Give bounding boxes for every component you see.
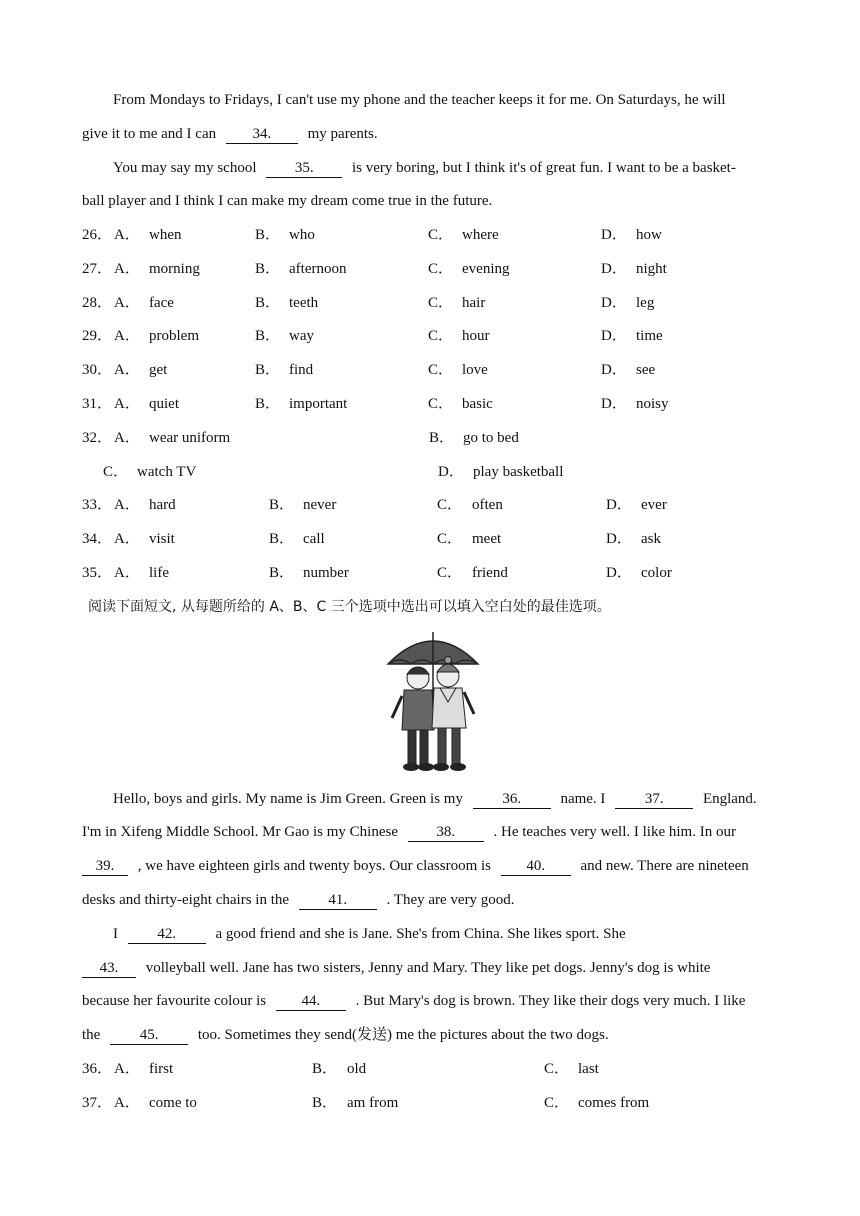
option-label: A． bbox=[114, 260, 140, 277]
option-label: B． bbox=[312, 1094, 338, 1111]
option-label: B． bbox=[269, 564, 295, 581]
passage-text: a good friend and she is Jane. She's from China. She likes sport. She bbox=[215, 926, 626, 942]
option-text: number bbox=[303, 564, 349, 581]
passage-line: From Mondays to Fridays, I can't use my phone and the teacher keeps it for me. On Saturdays, he will bbox=[113, 92, 726, 108]
option-label: A． bbox=[114, 227, 140, 243]
option-label: B． bbox=[255, 260, 281, 277]
option-text: love bbox=[462, 362, 488, 379]
passage-line bbox=[82, 1025, 609, 1045]
option-text: watch TV bbox=[137, 464, 197, 480]
option-text: evening bbox=[462, 260, 510, 277]
blank-35: 35. bbox=[266, 160, 342, 178]
option-text: call bbox=[303, 530, 325, 547]
option-text: wear uniform bbox=[149, 430, 231, 446]
option-text: time bbox=[636, 328, 663, 345]
blank-42: 42. bbox=[128, 926, 206, 944]
option-label: A． bbox=[114, 497, 140, 513]
option-label: D． bbox=[606, 564, 632, 581]
question-number: 32． bbox=[82, 430, 113, 446]
option-label: C． bbox=[103, 464, 129, 480]
option-text: first bbox=[149, 1061, 174, 1077]
option-text: meet bbox=[472, 530, 502, 547]
option-label: A． bbox=[114, 362, 140, 379]
option-label: D． bbox=[601, 362, 627, 379]
option-text: color bbox=[641, 564, 672, 581]
option-label: D． bbox=[606, 530, 632, 547]
option-label: A． bbox=[114, 294, 140, 311]
question-number: 27． bbox=[82, 260, 113, 277]
passage-line: ball player and I think I can make my dream come true in the future. bbox=[82, 193, 493, 209]
option-text: teeth bbox=[289, 294, 319, 311]
option-label: D． bbox=[601, 294, 627, 311]
option-text: see bbox=[636, 362, 656, 379]
blank-40: 40. bbox=[501, 858, 571, 876]
option-label: B． bbox=[269, 497, 295, 513]
option-text: afternoon bbox=[289, 260, 347, 277]
question-number: 29． bbox=[82, 328, 113, 345]
option-text: visit bbox=[149, 530, 175, 547]
option-label: A． bbox=[114, 530, 140, 547]
option-text: get bbox=[149, 362, 168, 379]
option-label: D． bbox=[606, 497, 632, 513]
option-label: A． bbox=[114, 1094, 140, 1111]
option-label: B． bbox=[255, 396, 281, 412]
passage-line bbox=[82, 991, 745, 1011]
passage-text: . But Mary's dog is brown. They like their dogs very much. I like bbox=[355, 993, 746, 1009]
passage-text: give it to me and I can bbox=[82, 126, 217, 142]
option-label: C． bbox=[428, 396, 454, 412]
option-text: comes from bbox=[578, 1094, 650, 1111]
option-label: C． bbox=[428, 362, 454, 379]
blank-34: 34. bbox=[226, 126, 298, 144]
blank-45: 45. bbox=[110, 1027, 188, 1045]
option-text: go to bed bbox=[463, 430, 519, 446]
passage-line bbox=[82, 124, 378, 144]
question-number: 34． bbox=[82, 530, 113, 547]
option-label: C． bbox=[428, 328, 454, 345]
two-kids-umbrella-illustration bbox=[378, 626, 488, 776]
blank-39: 39. bbox=[82, 858, 128, 876]
option-label: D． bbox=[601, 227, 627, 243]
option-label: C． bbox=[437, 530, 463, 547]
option-text: where bbox=[462, 227, 499, 243]
option-text: night bbox=[636, 260, 667, 277]
blank-43: 43. bbox=[82, 960, 136, 978]
option-text: leg bbox=[636, 294, 655, 311]
option-label: C． bbox=[437, 564, 463, 581]
passage-text: too. Sometimes they send(发送) me the pictures about the two dogs. bbox=[197, 1027, 609, 1043]
option-text: old bbox=[347, 1061, 367, 1077]
blank-36: 36. bbox=[473, 791, 551, 809]
passage-line bbox=[113, 158, 736, 178]
passage-text: is very boring, but I think it's of great fun. I want to be a basket- bbox=[351, 160, 736, 176]
option-label: B． bbox=[312, 1061, 338, 1077]
section-instruction: 阅读下面短文, 从每题所给的 A、B、C 三个选项中选出可以填入空白处的最佳选项。 bbox=[88, 599, 611, 615]
option-text: quiet bbox=[149, 396, 179, 412]
question-number: 26． bbox=[82, 227, 113, 243]
passage-text: desks and thirty-eight chairs in the bbox=[82, 892, 290, 908]
option-text: basic bbox=[462, 396, 493, 412]
passage-line bbox=[113, 789, 757, 809]
option-text: important bbox=[289, 396, 348, 412]
passage-text: volleyball well. Jane has two sisters, Jenny and Mary. They like pet dogs. Jenny's dog is white bbox=[145, 960, 711, 976]
option-text: ask bbox=[641, 530, 661, 547]
option-text: way bbox=[289, 328, 314, 345]
passage-line bbox=[82, 958, 710, 978]
option-label: D． bbox=[601, 260, 627, 277]
option-text: how bbox=[636, 227, 662, 243]
option-text: when bbox=[149, 227, 182, 243]
option-label: B． bbox=[429, 430, 455, 446]
option-label: A． bbox=[114, 1061, 140, 1077]
passage-text: England. bbox=[702, 791, 757, 807]
option-text: ever bbox=[641, 497, 667, 513]
option-text: who bbox=[289, 227, 315, 243]
option-text: never bbox=[303, 497, 337, 513]
blank-41: 41. bbox=[299, 892, 377, 910]
blank-37: 37. bbox=[615, 791, 693, 809]
question-number: 33． bbox=[82, 497, 113, 513]
option-text: hard bbox=[149, 497, 176, 513]
passage-text: and new. There are nineteen bbox=[580, 858, 749, 874]
option-label: B． bbox=[269, 530, 295, 547]
option-label: B． bbox=[255, 362, 281, 379]
option-text: last bbox=[578, 1061, 599, 1077]
question-number: 36． bbox=[82, 1061, 113, 1077]
passage-text: . They are very good. bbox=[386, 892, 515, 908]
option-label: C． bbox=[437, 497, 463, 513]
passage-line bbox=[82, 822, 736, 842]
option-text: often bbox=[472, 497, 503, 513]
option-text: problem bbox=[149, 328, 199, 345]
option-text: find bbox=[289, 362, 314, 379]
passage-text: . He teaches very well. I like him. In our bbox=[493, 824, 736, 840]
passage-text: , we have eighteen girls and twenty boys. Our classroom is bbox=[137, 858, 492, 874]
question-number: 28． bbox=[82, 294, 113, 311]
question-number: 35． bbox=[82, 564, 113, 581]
option-text: life bbox=[149, 564, 169, 581]
passage-line bbox=[82, 856, 749, 876]
option-text: face bbox=[149, 294, 174, 311]
option-text: come to bbox=[149, 1094, 197, 1111]
question-number: 37． bbox=[82, 1094, 113, 1111]
option-text: hour bbox=[462, 328, 490, 345]
option-text: hair bbox=[462, 294, 486, 311]
passage-text: I bbox=[113, 926, 118, 942]
passage-line bbox=[113, 924, 626, 944]
option-label: C． bbox=[428, 294, 454, 311]
option-label: D． bbox=[438, 464, 464, 480]
passage-text: name. I bbox=[560, 791, 606, 807]
option-label: C． bbox=[544, 1061, 570, 1077]
option-label: B． bbox=[255, 294, 281, 311]
question-number: 30． bbox=[82, 362, 113, 379]
option-text: morning bbox=[149, 260, 200, 277]
passage-text: because her favourite colour is bbox=[82, 993, 267, 1009]
option-label: C． bbox=[428, 260, 454, 277]
option-text: play basketball bbox=[473, 464, 564, 480]
option-text: am from bbox=[347, 1094, 399, 1111]
passage-text: the bbox=[82, 1027, 101, 1043]
passage-line bbox=[82, 890, 515, 910]
passage-text: my parents. bbox=[307, 126, 378, 142]
option-text: friend bbox=[472, 564, 508, 581]
option-label: A． bbox=[114, 430, 140, 446]
question-number: 31． bbox=[82, 396, 113, 412]
option-label: C． bbox=[544, 1094, 570, 1111]
option-label: C． bbox=[428, 227, 454, 243]
option-label: A． bbox=[114, 396, 140, 412]
passage-text: Hello, boys and girls. My name is Jim Green. Green is my bbox=[113, 791, 463, 807]
option-label: A． bbox=[114, 564, 140, 581]
blank-38: 38. bbox=[408, 824, 484, 842]
blank-44: 44. bbox=[276, 993, 346, 1011]
option-label: B． bbox=[255, 227, 281, 243]
option-text: noisy bbox=[636, 396, 669, 412]
passage-text: I'm in Xifeng Middle School. Mr Gao is my Chinese bbox=[82, 824, 399, 840]
passage-text: You may say my school bbox=[113, 160, 257, 176]
option-label: D． bbox=[601, 328, 627, 345]
option-label: D． bbox=[601, 396, 627, 412]
option-label: A． bbox=[114, 328, 140, 345]
option-label: B． bbox=[255, 328, 281, 345]
